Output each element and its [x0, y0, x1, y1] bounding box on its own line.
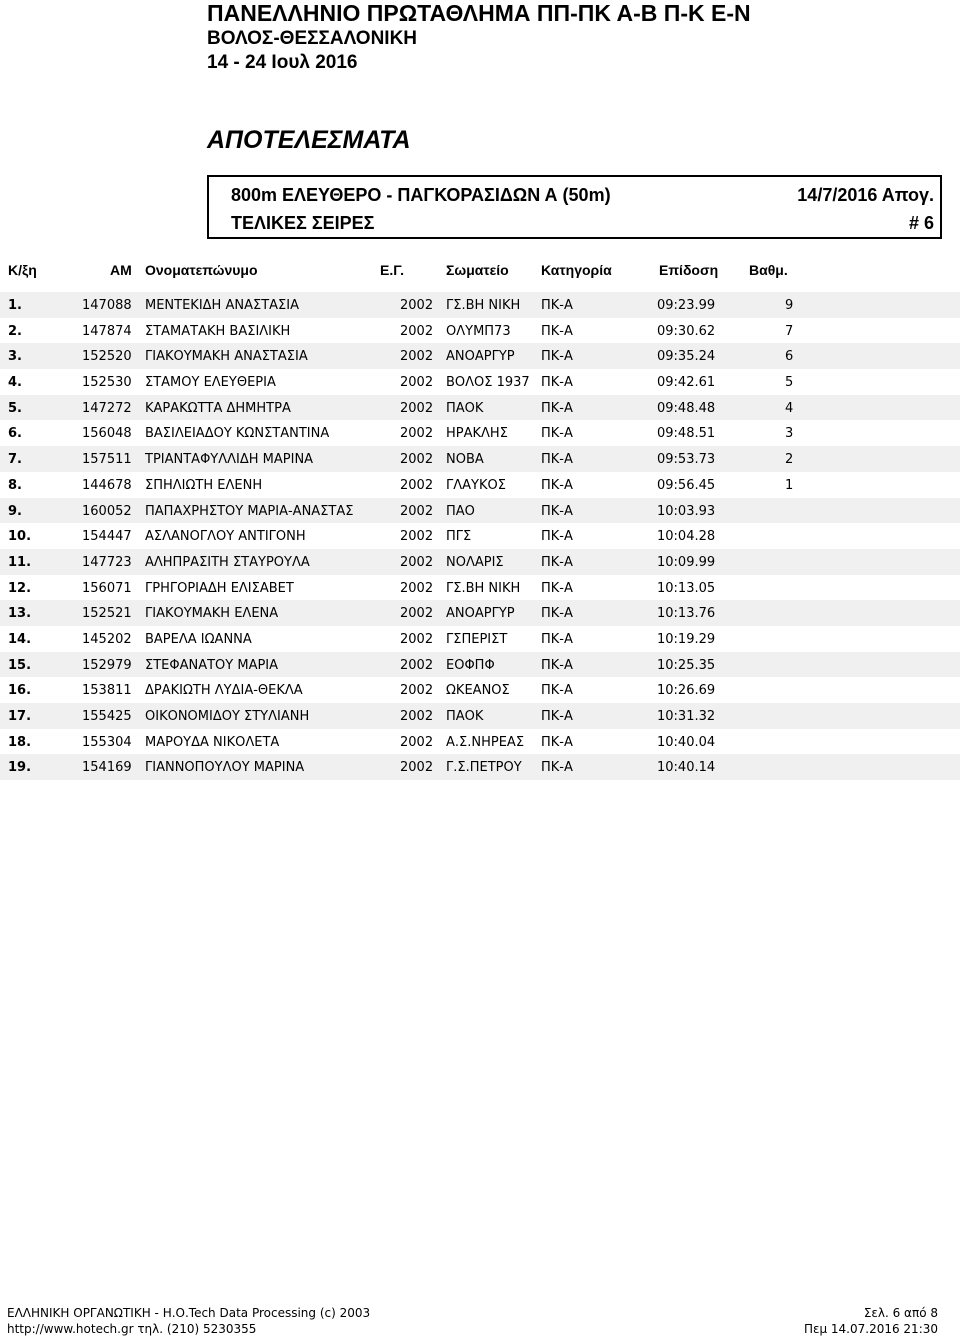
name-cell: ΑΛΗΠΡΑΣΙΤΗ ΣΤΑΥΡΟΥΛΑ	[145, 554, 310, 570]
club-cell: ΑΝΟΑΡΓΥΡ	[446, 349, 515, 365]
time-cell: 10:13.05	[657, 580, 716, 596]
rank-cell: 2.	[8, 323, 22, 339]
club-cell: ΓΣΠΕΡΙΣΤ	[446, 631, 508, 647]
year-cell: 2002	[400, 631, 434, 647]
rank-cell: 5.	[8, 400, 22, 416]
am-cell: 153811	[82, 683, 132, 699]
am-cell: 152520	[82, 349, 132, 365]
time-cell: 09:56.45	[657, 477, 716, 493]
time-cell: 10:40.14	[657, 760, 716, 776]
club-cell: ΠΓΣ	[446, 529, 472, 545]
time-cell: 10:04.28	[657, 529, 716, 545]
club-cell: ΕΟΦΠΦ	[446, 657, 495, 673]
time-cell: 09:35.24	[657, 349, 716, 365]
club-cell: ΩΚΕΑΝΟΣ	[446, 683, 510, 699]
column-headers	[0, 262, 960, 282]
name-cell: ΜΕΝΤΕΚΙΔΗ ΑΝΑΣΤΑΣΙΑ	[145, 298, 299, 313]
event-name: 800m ΕΛΕΥΘΕΡΟ - ΠΑΓΚΟΡΑΣΙΔΩΝ Α (50m)	[231, 185, 611, 205]
name-cell: ΓΡΗΓΟΡΙΑΔΗ ΕΛΙΣΑΒΕΤ	[145, 580, 294, 596]
rank-cell: 18.	[8, 734, 32, 750]
time-cell: 09:48.48	[657, 400, 716, 416]
am-cell: 154447	[82, 529, 132, 545]
year-cell: 2002	[400, 477, 434, 493]
table-row	[0, 498, 960, 524]
am-cell: 147874	[82, 323, 132, 339]
rank-cell: 3.	[8, 349, 22, 365]
year-cell: 2002	[400, 375, 434, 391]
time-cell: 09:42.61	[657, 375, 716, 391]
am-cell: 152530	[82, 375, 132, 391]
year-cell: 2002	[400, 426, 434, 442]
am-cell: 154169	[82, 760, 132, 776]
rank-cell: 12.	[8, 580, 32, 596]
points-cell: 9	[785, 298, 794, 313]
rank-cell: 9.	[8, 503, 22, 519]
col-name: Ονοματεπώνυμο	[145, 262, 258, 278]
name-cell: ΔΡΑΚΙΩΤΗ ΛΥΔΙΑ-ΘΕΚΛΑ	[145, 683, 303, 699]
am-cell: 147723	[82, 554, 132, 570]
year-cell: 2002	[400, 580, 434, 596]
table-row	[0, 549, 960, 575]
category-cell: ΠΚ-Α	[541, 683, 573, 699]
am-cell: 160052	[82, 503, 132, 519]
time-cell: 10:31.32	[657, 709, 716, 724]
category-cell: ΠΚ-Α	[541, 503, 573, 519]
rank-cell: 8.	[8, 477, 22, 493]
am-cell: 152521	[82, 606, 132, 622]
time-cell: 10:40.04	[657, 734, 716, 750]
col-category: Κατηγορία	[541, 262, 612, 278]
am-cell: 155425	[82, 709, 132, 724]
name-cell: ΓΙΑΝΝΟΠΟΥΛΟΥ ΜΑΡΙΝΑ	[145, 760, 305, 776]
points-cell: 2	[785, 452, 794, 468]
col-points: Βαθμ.	[749, 262, 788, 278]
time-cell: 09:23.99	[657, 298, 716, 313]
time-cell: 10:25.35	[657, 657, 716, 673]
time-cell: 10:13.76	[657, 606, 716, 622]
club-cell: ΠΑΟΚ	[446, 709, 484, 724]
category-cell: ΠΚ-Α	[541, 554, 573, 570]
col-time: Επίδοση	[659, 262, 719, 278]
table-row	[0, 703, 960, 729]
name-cell: ΒΑΡΕΛΑ ΙΩΑΝΝΑ	[145, 631, 252, 647]
category-cell: ΠΚ-Α	[541, 709, 573, 724]
name-cell: ΓΙΑΚΟΥΜΑΚΗ ΕΛΕΝΑ	[145, 606, 279, 622]
rank-cell: 14.	[8, 631, 32, 647]
am-cell: 147272	[82, 400, 132, 416]
name-cell: ΣΤΑΜΑΤΑΚΗ ΒΑΣΙΛΙΚΗ	[145, 323, 291, 339]
year-cell: 2002	[400, 452, 434, 468]
category-cell: ΠΚ-Α	[541, 349, 573, 365]
rank-cell: 7.	[8, 452, 22, 468]
event-date: 14/7/2016 Απογ.	[797, 185, 934, 205]
club-cell: Α.Σ.ΝΗΡΕΑΣ	[446, 734, 525, 750]
rank-cell: 13.	[8, 606, 32, 622]
name-cell: ΚΑΡΑΚΩΤΤΑ ΔΗΜΗΤΡΑ	[145, 400, 291, 416]
table-row	[0, 292, 960, 318]
year-cell: 2002	[400, 657, 434, 673]
time-cell: 10:19.29	[657, 631, 716, 647]
name-cell: ΣΤΑΜΟΥ ΕΛΕΥΘΕΡΙΑ	[145, 375, 276, 391]
event-box	[207, 175, 942, 239]
name-cell: ΜΑΡΟΥΔΑ ΝΙΚΟΛΕΤΑ	[145, 734, 280, 750]
rank-cell: 6.	[8, 426, 22, 442]
club-cell: ΓΣ.ΒΗ ΝΙΚΗ	[446, 298, 521, 313]
club-cell: ΝΟΛΑΡΙΣ	[446, 554, 504, 570]
table-row	[0, 729, 960, 755]
rank-cell: 17.	[8, 709, 32, 724]
points-cell: 1	[785, 477, 794, 493]
rank-cell: 10.	[8, 529, 32, 545]
category-cell: ΠΚ-Α	[541, 606, 573, 622]
am-cell: 156048	[82, 426, 132, 442]
club-cell: ΟΛΥΜΠ73	[446, 323, 511, 339]
results-heading: ΑΠΟΤΕΛΕΣΜΑΤΑ	[207, 126, 411, 154]
club-cell: Γ.Σ.ΠΕΤΡΟΥ	[446, 760, 522, 776]
championship-location: ΒΟΛΟΣ-ΘΕΣΣΑΛΟΝΙΚΗ	[207, 28, 418, 49]
table-row	[0, 472, 960, 498]
table-row	[0, 677, 960, 703]
name-cell: ΟΙΚΟΝΟΜΙΔΟΥ ΣΤΥΛΙΑΝΗ	[145, 709, 310, 724]
category-cell: ΠΚ-Α	[541, 580, 573, 596]
category-cell: ΠΚ-Α	[541, 298, 573, 313]
club-cell: ΠΑΟ	[446, 503, 475, 519]
col-rank: Κ/ξη	[8, 262, 37, 278]
rank-cell: 15.	[8, 657, 32, 673]
category-cell: ΠΚ-Α	[541, 323, 573, 339]
time-cell: 10:09.99	[657, 554, 716, 570]
club-cell: ΗΡΑΚΛΗΣ	[446, 426, 508, 442]
event-stage: ΤΕΛΙΚΕΣ ΣΕΙΡΕΣ	[231, 213, 375, 233]
table-row	[0, 754, 960, 780]
category-cell: ΠΚ-Α	[541, 477, 573, 493]
am-cell: 152979	[82, 657, 132, 673]
category-cell: ΠΚ-Α	[541, 375, 573, 391]
year-cell: 2002	[400, 400, 434, 416]
year-cell: 2002	[400, 683, 434, 699]
am-cell: 144678	[82, 477, 132, 493]
rank-cell: 1.	[8, 298, 22, 313]
year-cell: 2002	[400, 554, 434, 570]
time-cell: 10:26.69	[657, 683, 716, 699]
category-cell: ΠΚ-Α	[541, 529, 573, 545]
year-cell: 2002	[400, 760, 434, 776]
name-cell: ΑΣΛΑΝΟΓΛΟΥ ΑΝΤΙΓΟΝΗ	[145, 529, 306, 545]
year-cell: 2002	[400, 349, 434, 365]
results-table	[0, 292, 960, 780]
rank-cell: 19.	[8, 760, 32, 776]
championship-title: ΠΑΝΕΛΛΗΝΙΟ ΠΡΩΤΑΘΛΗΜΑ ΠΠ-ΠΚ Α-Β Π-Κ Ε-Ν	[207, 0, 751, 26]
club-cell: ΝΟΒΑ	[446, 452, 484, 468]
time-cell: 09:30.62	[657, 323, 716, 339]
points-cell: 4	[785, 400, 794, 416]
name-cell: ΓΙΑΚΟΥΜΑΚΗ ΑΝΑΣΤΑΣΙΑ	[145, 349, 308, 365]
rank-cell: 11.	[8, 554, 32, 570]
table-row	[0, 395, 960, 421]
am-cell: 147088	[82, 298, 132, 313]
footer-page: Σελ. 6 από 8	[863, 1306, 938, 1320]
am-cell: 145202	[82, 631, 132, 647]
year-cell: 2002	[400, 606, 434, 622]
footer-contact: http://www.hotech.gr τηλ. (210) 5230355	[7, 1322, 257, 1336]
championship-dates: 14 - 24 Ιουλ 2016	[207, 52, 358, 73]
category-cell: ΠΚ-Α	[541, 452, 573, 468]
name-cell: ΣΠΗΛΙΩΤΗ ΕΛΕΝΗ	[145, 477, 263, 493]
category-cell: ΠΚ-Α	[541, 400, 573, 416]
table-row	[0, 446, 960, 472]
year-cell: 2002	[400, 298, 434, 313]
points-cell: 7	[785, 323, 794, 339]
name-cell: ΤΡΙΑΝΤΑΦΥΛΛΙΔΗ ΜΑΡΙΝΑ	[145, 452, 314, 468]
year-cell: 2002	[400, 529, 434, 545]
name-cell: ΠΑΠΑΧΡΗΣΤΟΥ ΜΑΡΙΑ-ΑΝΑΣΤΑΣ	[145, 503, 354, 519]
am-cell: 155304	[82, 734, 132, 750]
category-cell: ΠΚ-Α	[541, 657, 573, 673]
club-cell: ΒΟΛΟΣ 1937	[446, 375, 530, 391]
year-cell: 2002	[400, 503, 434, 519]
rank-cell: 16.	[8, 683, 32, 699]
points-cell: 5	[785, 375, 794, 391]
table-row	[0, 626, 960, 652]
table-row	[0, 420, 960, 446]
table-row	[0, 600, 960, 626]
table-row	[0, 575, 960, 601]
am-cell: 156071	[82, 580, 132, 596]
table-row	[0, 343, 960, 369]
col-am: ΑΜ	[110, 262, 132, 278]
category-cell: ΠΚ-Α	[541, 631, 573, 647]
name-cell: ΣΤΕΦΑΝΑΤΟΥ ΜΑΡΙΑ	[145, 657, 279, 673]
category-cell: ΠΚ-Α	[541, 426, 573, 442]
club-cell: ΠΑΟΚ	[446, 400, 484, 416]
club-cell: ΑΝΟΑΡΓΥΡ	[446, 606, 515, 622]
time-cell: 09:53.73	[657, 452, 716, 468]
am-cell: 157511	[82, 452, 132, 468]
points-cell: 6	[785, 349, 794, 365]
category-cell: ΠΚ-Α	[541, 760, 573, 776]
category-cell: ΠΚ-Α	[541, 734, 573, 750]
year-cell: 2002	[400, 323, 434, 339]
rank-cell: 4.	[8, 375, 22, 391]
club-cell: ΓΛΑΥΚΟΣ	[446, 477, 506, 493]
footer-printed: Πεμ 14.07.2016 21:30	[803, 1322, 938, 1336]
event-number: # 6	[908, 213, 934, 233]
points-cell: 3	[785, 426, 794, 442]
table-row	[0, 523, 960, 549]
year-cell: 2002	[400, 709, 434, 724]
club-cell: ΓΣ.ΒΗ ΝΙΚΗ	[446, 580, 521, 596]
year-cell: 2002	[400, 734, 434, 750]
footer-org: ΕΛΛΗΝΙΚΗ ΟΡΓΑΝΩΤΙΚΗ - Η.Ο.Tech Data Processing (c) 2003	[7, 1306, 371, 1320]
col-club: Σωματείο	[446, 262, 509, 278]
time-cell: 10:03.93	[657, 503, 716, 519]
col-year: Ε.Γ.	[380, 262, 404, 278]
table-row	[0, 369, 960, 395]
time-cell: 09:48.51	[657, 426, 716, 442]
table-row	[0, 652, 960, 678]
table-row	[0, 318, 960, 344]
name-cell: ΒΑΣΙΛΕΙΑΔΟΥ ΚΩΝΣΤΑΝΤΙΝΑ	[145, 426, 330, 442]
